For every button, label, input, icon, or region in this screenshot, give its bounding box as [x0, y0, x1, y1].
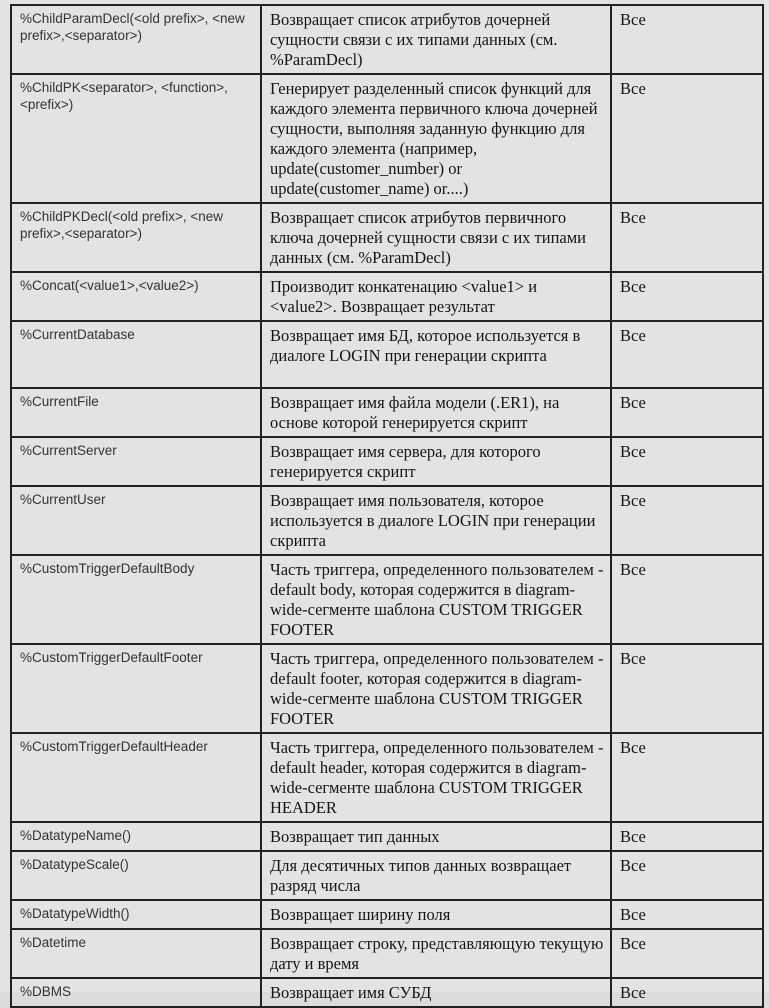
description-cell: Возвращает список атрибутов первичного ключа дочерней сущности связи с их типами данных (см. %ParamDecl) — [261, 203, 611, 272]
table-row — [11, 272, 763, 321]
table-row — [11, 733, 763, 822]
macro-name-cell: %DatatypeScale() — [11, 851, 261, 900]
macro-name-cell: %Datetime — [11, 929, 261, 978]
dbms-cell: Все — [611, 203, 763, 272]
description-cell: Возвращает имя сервера, для которого генерируется скрипт — [261, 437, 611, 486]
macro-name-cell: %DatatypeWidth() — [11, 900, 261, 929]
table-row — [11, 929, 763, 978]
table-row — [11, 321, 763, 388]
description-cell: Возвращает имя файла модели (.ER1), на основе которой генерируется скрипт — [261, 388, 611, 437]
dbms-cell: Все — [611, 929, 763, 978]
dbms-cell: Все — [611, 272, 763, 321]
macro-name-cell: %CurrentServer — [11, 437, 261, 486]
macro-name-cell: %Concat(<value1>,<value2>) — [11, 272, 261, 321]
dbms-cell: Все — [611, 5, 763, 74]
dbms-cell: Все — [611, 555, 763, 644]
table-row — [11, 5, 763, 74]
description-cell: Возвращает список атрибутов дочерней сущности связи с их типами данных (см. %ParamDecl) — [261, 5, 611, 74]
macro-name-cell: %DatatypeName() — [11, 822, 261, 851]
dbms-cell: Все — [611, 978, 763, 1007]
description-cell: Возвращает ширину поля — [261, 900, 611, 929]
dbms-cell: Все — [611, 900, 763, 929]
description-cell: Генерирует разделенный список функций для каждого элемента первичного ключа дочерней сущности, выполняя заданную функцию для каждого элемента (например, update(customer_number) or update(customer_name) or....) — [261, 74, 611, 203]
macro-name-cell: %ChildParamDecl(<old prefix>, <new prefix>,<separator>) — [11, 5, 261, 74]
dbms-cell: Все — [611, 822, 763, 851]
macro-name-cell: %ChildPKDecl(<old prefix>, <new prefix>,<separator>) — [11, 203, 261, 272]
description-cell: Возвращает строку, представляющую текущую дату и время — [261, 929, 611, 978]
dbms-cell: Все — [611, 388, 763, 437]
table-row — [11, 900, 763, 929]
macro-reference-table — [10, 4, 764, 1008]
table-row — [11, 437, 763, 486]
description-cell: Для десятичных типов данных возвращает разряд числа — [261, 851, 611, 900]
table-row — [11, 486, 763, 555]
table-row — [11, 822, 763, 851]
table-row — [11, 555, 763, 644]
description-cell: Возвращает имя БД, которое используется в диалоге LOGIN при генерации скрипта — [261, 321, 611, 388]
table-row — [11, 644, 763, 733]
dbms-cell: Все — [611, 321, 763, 388]
description-cell: Производит конкатенацию <value1> и <value2>. Возвращает результат — [261, 272, 611, 321]
description-cell: Часть триггера, определенного пользователем - default body, которая содержится в diagram-wide-сегменте шаблона CUSTOM TRIGGER FOOTER — [261, 555, 611, 644]
macro-name-cell: %DBMS — [11, 978, 261, 1007]
macro-name-cell: %CurrentUser — [11, 486, 261, 555]
description-cell: Часть триггера, определенного пользователем - default footer, которая содержится в diagram-wide-сегменте шаблона CUSTOM TRIGGER FOOTER — [261, 644, 611, 733]
table-row — [11, 388, 763, 437]
dbms-cell: Все — [611, 437, 763, 486]
macro-name-cell: %CustomTriggerDefaultHeader — [11, 733, 261, 822]
description-cell: Возвращает имя пользователя, которое используется в диалоге LOGIN при генерации скрипта — [261, 486, 611, 555]
macro-name-cell: %ChildPK<separator>, <function>,<prefix>) — [11, 74, 261, 203]
macro-name-cell: %CurrentDatabase — [11, 321, 261, 388]
dbms-cell: Все — [611, 851, 763, 900]
macro-name-cell: %CustomTriggerDefaultBody — [11, 555, 261, 644]
table-row — [11, 978, 763, 1007]
macro-name-cell: %CurrentFile — [11, 388, 261, 437]
table-row — [11, 851, 763, 900]
description-cell: Часть триггера, определенного пользователем - default header, которая содержится в diagram-wide-сегменте шаблона CUSTOM TRIGGER HEADER — [261, 733, 611, 822]
description-cell: Возвращает тип данных — [261, 822, 611, 851]
table-row — [11, 74, 763, 203]
macro-name-cell: %CustomTriggerDefaultFooter — [11, 644, 261, 733]
table-row — [11, 203, 763, 272]
dbms-cell: Все — [611, 733, 763, 822]
dbms-cell: Все — [611, 74, 763, 203]
description-cell: Возвращает имя СУБД — [261, 978, 611, 1007]
dbms-cell: Все — [611, 644, 763, 733]
dbms-cell: Все — [611, 486, 763, 555]
